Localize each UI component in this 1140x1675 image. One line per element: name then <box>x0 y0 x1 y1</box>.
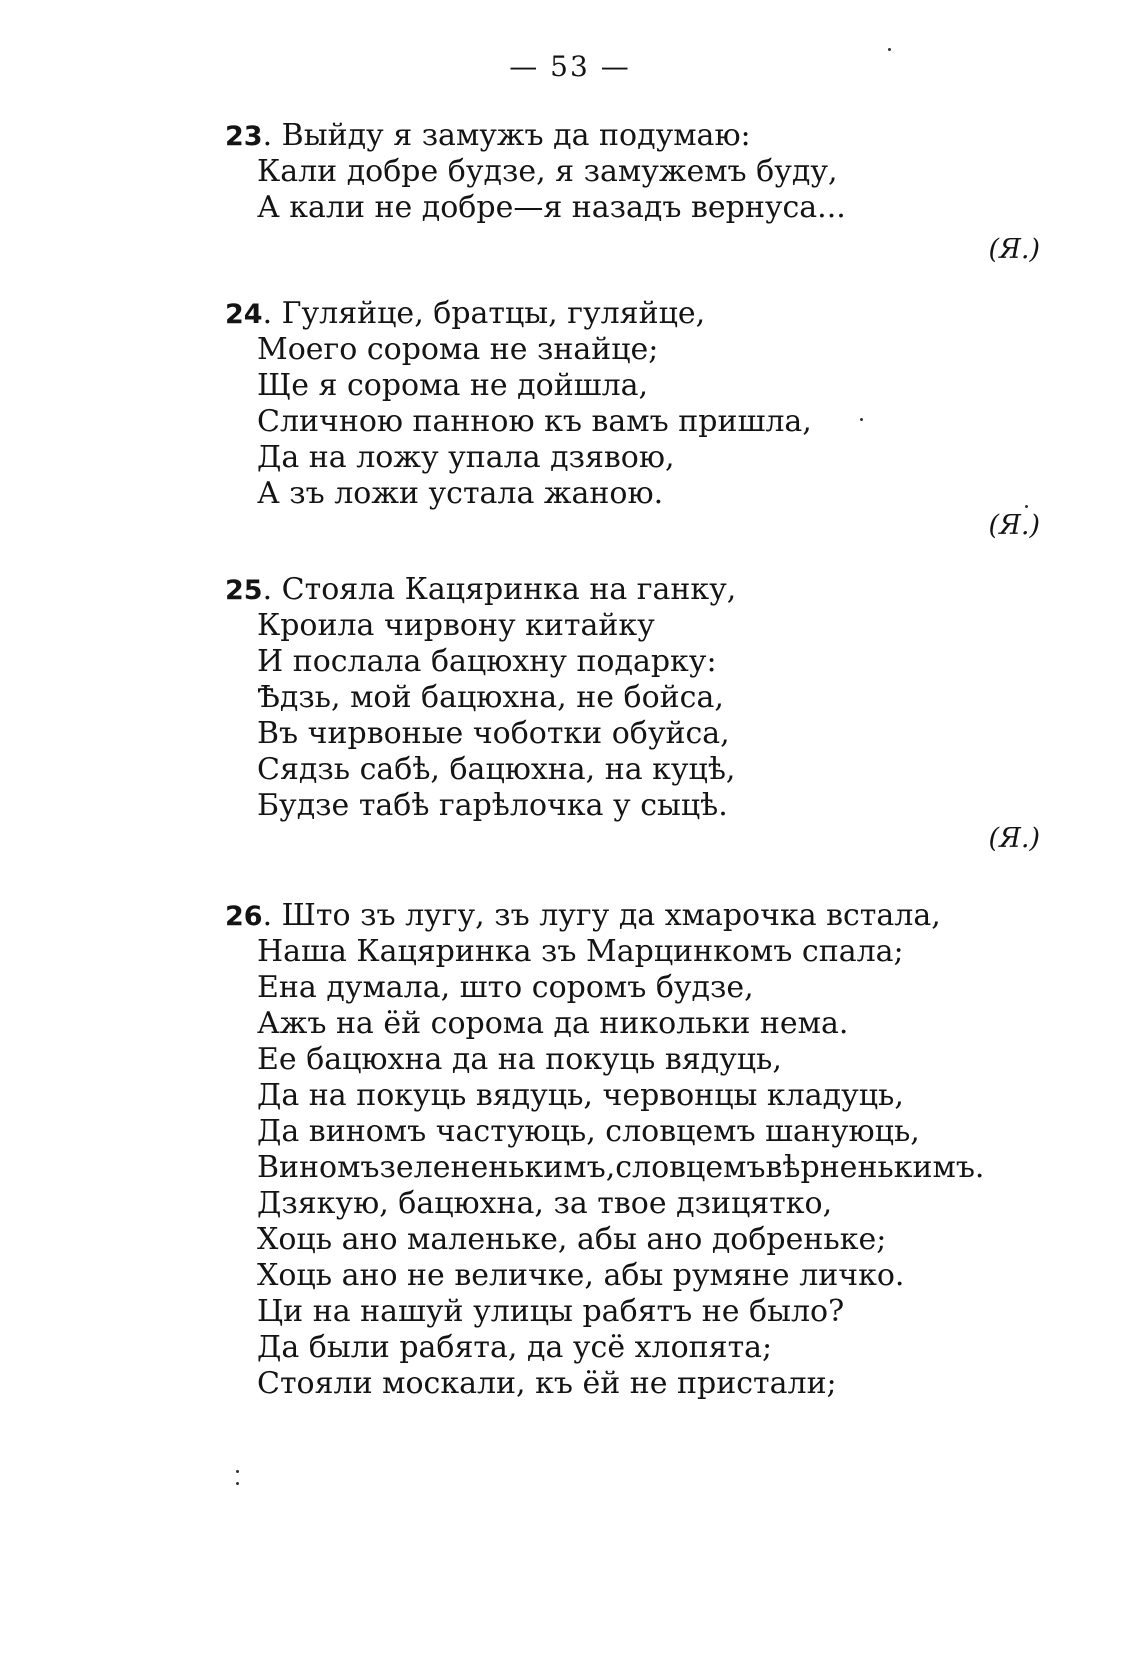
poem-line: Ена думала, што соромъ будзе, <box>257 970 754 1005</box>
poem-line: Хоць ано маленьке, абы ано добреньке; <box>257 1222 887 1257</box>
poem-line: Да виномъ частуюць, словцемъ шануюць, <box>257 1114 920 1149</box>
scan-speck <box>888 48 891 51</box>
poem-line: Виномъзелененькимъ,словцемъвѣрненькимъ. <box>257 1150 985 1185</box>
poem-line: Кроила чирвону китайку <box>257 608 655 643</box>
poem-line: Да были рабята, да усё хлопята; <box>257 1330 773 1365</box>
scan-speck <box>860 418 863 421</box>
poem-number: 26 <box>225 901 263 932</box>
poem-line-text: . Выйду я замужъ да подумаю: <box>262 118 751 153</box>
page-number: — 53 — <box>509 50 631 83</box>
poem-line: Стояли москали, къ ёй не пристали; <box>257 1366 837 1401</box>
poem-number: 25 <box>225 575 263 606</box>
poem-attribution: (Я.) <box>988 234 1040 265</box>
poem-line: Сличною панною къ вамъ пришла, <box>257 404 812 439</box>
poem-line: Да на ложу упала дзявою, <box>257 440 675 475</box>
poem-first-line <box>225 571 736 609</box>
poem-line: Наша Кацяринка зъ Марцинкомъ спала; <box>257 934 904 969</box>
poem-line: А зъ ложи устала жаною. <box>257 476 664 511</box>
scan-speck <box>1025 505 1028 508</box>
poem-line: Хоць ано не величке, абы румяне личко. <box>257 1258 905 1293</box>
poem-first-line <box>225 117 751 155</box>
poem-number: 24 <box>225 299 263 330</box>
poem-line: Ее бацюхна да на покуць вядуць, <box>257 1042 782 1077</box>
poem-number: 23 <box>225 121 263 152</box>
poem-first-line <box>225 295 705 333</box>
poem-line: Будзе табѣ гарѣлочка у сыцѣ. <box>257 788 728 823</box>
poem-line: Ажъ на ёй сорома да никольки нема. <box>257 1006 849 1041</box>
poem-line: Ѣдзь, мой бацюхна, не бойса, <box>257 680 724 715</box>
poem-attribution: (Я.) <box>988 823 1040 854</box>
poem-line: Кали добре будзе, я замужемъ буду, <box>257 154 838 189</box>
poem-line: А кали не добре—я назадъ вернуса... <box>257 190 846 225</box>
poem-attribution: (Я.) <box>988 510 1040 541</box>
poem-first-line <box>225 897 941 935</box>
scan-speck <box>236 1482 239 1485</box>
poem-line: Моего сорома не знайце; <box>257 332 659 367</box>
poem-line: Въ чирвоные чоботки обуйса, <box>257 716 730 751</box>
scan-speck <box>236 1470 239 1473</box>
poem-line-text: . Стояла Кацяринка на ганку, <box>262 572 737 607</box>
poem-line: И послала бацюхну подарку: <box>257 644 717 679</box>
poem-line: Ще я сорома не дойшла, <box>257 368 649 403</box>
poem-line: Да на покуць вядуць, червонцы кладуць, <box>257 1078 904 1113</box>
poem-line: Дзякую, бацюхна, за твое дзицятко, <box>257 1186 833 1221</box>
poem-line: Ци на нашуй улицы рабятъ не было? <box>257 1294 845 1329</box>
poem-line-text: . Што зъ лугу, зъ лугу да хмарочка встала, <box>262 898 941 933</box>
poem-line: Сядзь сабѣ, бацюхна, на куцѣ, <box>257 752 736 787</box>
poem-line-text: . Гуляйце, братцы, гуляйце, <box>262 296 706 331</box>
